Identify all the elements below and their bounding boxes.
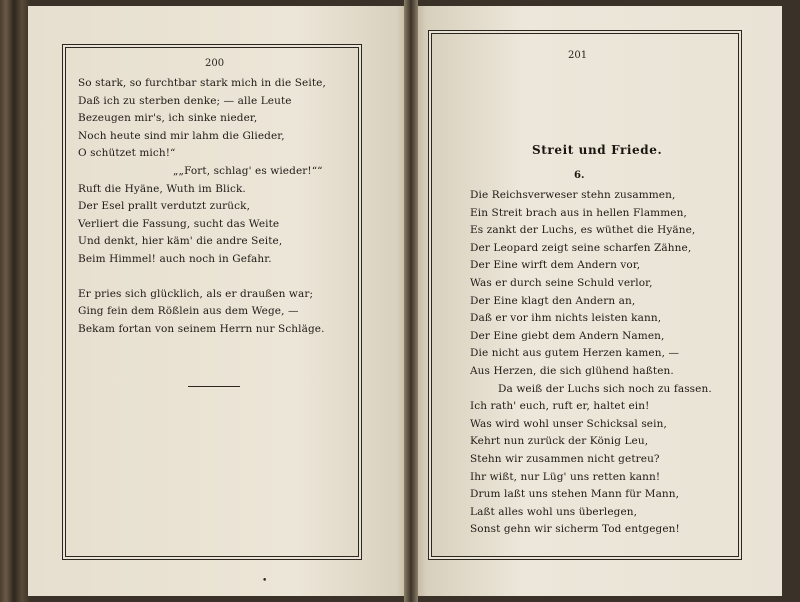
text-line: Beim Himmel! auch noch in Gefahr. <box>78 252 272 265</box>
text-line: Verliert die Fassung, sucht das Weite <box>78 217 280 230</box>
text-line: „„Fort, schlag' es wieder!““ <box>173 164 323 177</box>
book-gutter <box>404 0 418 602</box>
text-line: Es zankt der Luchs, es wüthet die Hyäne, <box>470 224 696 237</box>
text-line: Und denkt, hier käm' die andre Seite, <box>78 235 283 248</box>
text-line: Der Eine giebt dem Andern Namen, <box>470 329 665 342</box>
text-line: Die nicht aus gutem Herzen kamen, — <box>470 347 680 360</box>
poem-title: Streit und Friede. <box>532 143 663 157</box>
text-line: Laßt alles wohl uns überlegen, <box>470 505 638 518</box>
text-line: Drum laßt uns stehen Mann für Mann, <box>470 488 680 501</box>
text-line: Die Reichsverweser stehn zusammen, <box>470 189 676 201</box>
text-line: Daß ich zu sterben denke; — alle Leute <box>78 94 292 107</box>
text-line: Was wird wohl unser Schicksal sein, <box>470 417 667 430</box>
left-page-number: 200 <box>205 58 225 69</box>
text-line: Der Eine wirft dem Andern vor, <box>470 259 641 272</box>
bottom-mark: • <box>262 576 268 586</box>
right-page-text <box>470 187 712 539</box>
text-line: Daß er vor ihm nichts leisten kann, <box>470 312 662 325</box>
right-page-number: 201 <box>568 50 588 61</box>
text-line: Der Leopard zeigt seine scharfen Zähne, <box>470 241 692 254</box>
text-line: So stark, so furchtbar stark mich in die Seite, <box>78 77 326 89</box>
text-line: Der Eine klagt den Andern an, <box>470 294 636 307</box>
end-rule <box>188 386 240 387</box>
text-line: Noch heute sind mir lahm die Glieder, <box>78 129 285 142</box>
text-line: Stehn wir zusammen nicht getreu? <box>470 452 660 465</box>
text-line: Da weiß der Luchs sich noch zu fassen. <box>498 382 712 395</box>
text-line: Ihr wißt, nur Lüg' uns retten kann! <box>470 470 661 483</box>
text-line: Ging fein dem Rößlein aus dem Wege, — <box>78 305 299 318</box>
text-line: Aus Herzen, die sich glühend haßten. <box>470 364 674 377</box>
section-number: 6. <box>574 170 585 181</box>
stanza-gap <box>78 269 326 286</box>
text-line: Was er durch seine Schuld verlor, <box>470 276 653 289</box>
text-line: Der Esel prallt verdutzt zurück, <box>78 200 251 213</box>
text-line: Ich rath' euch, ruft er, haltet ein! <box>470 400 650 413</box>
text-line: Bekam fortan von seinem Herrn nur Schläge. <box>78 322 325 335</box>
text-line: Kehrt nun zurück der König Leu, <box>470 435 649 448</box>
text-line: Sonst gehn wir sicherm Tod entgegen! <box>470 523 680 536</box>
text-line: Er pries sich glücklich, als er draußen war; <box>78 287 314 300</box>
text-line: Ein Streit brach aus in hellen Flammen, <box>470 206 687 219</box>
left-page-text <box>78 75 326 338</box>
text-line: O schützet mich!“ <box>78 147 176 160</box>
text-line: Bezeugen mir's, ich sinke nieder, <box>78 112 258 125</box>
text-line: Ruft die Hyäne, Wuth im Blick. <box>78 182 246 195</box>
